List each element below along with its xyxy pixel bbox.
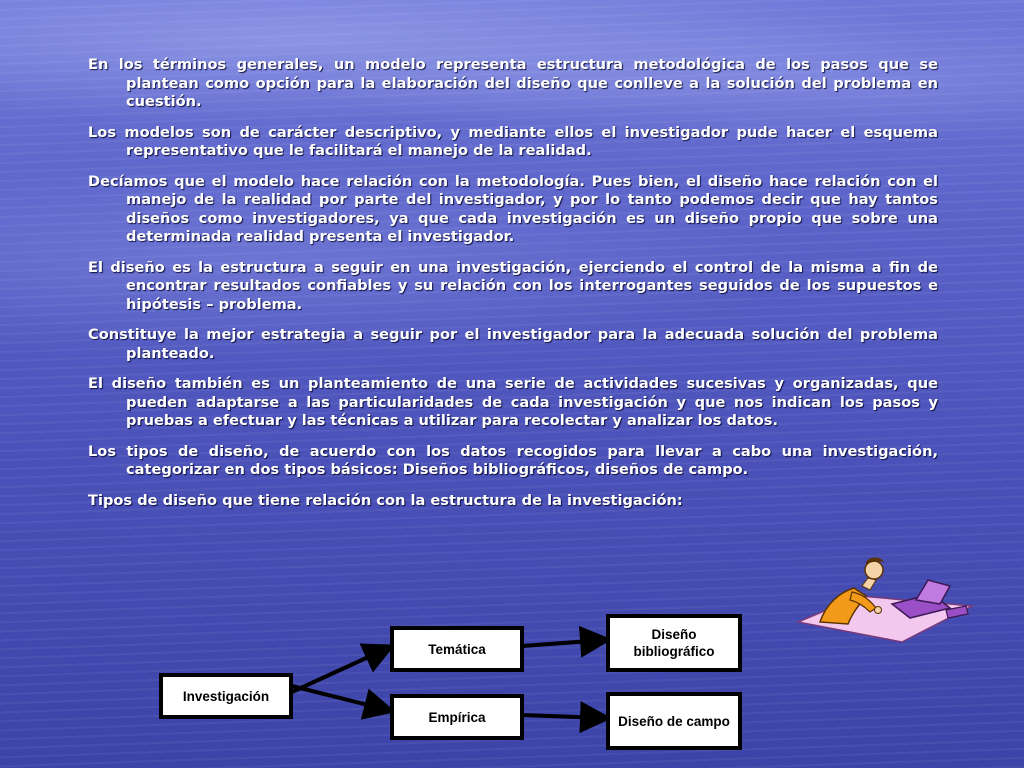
- box-diseno-bibliografico: Diseño bibliográfico: [606, 614, 742, 672]
- arrow-empirica-campo: [522, 715, 604, 718]
- box-diseno-campo: Diseño de campo: [606, 692, 742, 750]
- arrow-investigacion-empirica: [292, 686, 388, 710]
- box-tematica: Temática: [390, 626, 524, 672]
- person-at-laptop-icon: [790, 552, 980, 644]
- paragraph-4: El diseño es la estructura a seguir en una investigación, ejerciendo el control de la misma a fin de encontrar resultados confiables y su relación con los interrogantes seguidos de los supuestos e hipótesis – problema.: [88, 258, 938, 313]
- paragraph-7: Los tipos de diseño, de acuerdo con los datos recogidos para llevar a cabo una investigación, categorizar en dos tipos básicos: Diseños bibliográficos, diseños de campo.: [88, 442, 938, 478]
- arrow-investigacion-tematica: [292, 648, 388, 692]
- box-empirica: Empírica: [390, 694, 524, 740]
- slide-text: [88, 56, 938, 522]
- paragraph-2: Los modelos son de carácter descriptivo, y mediante ellos el investigador pude hacer el esquema representativo que le facilitará el manejo de la realidad.: [88, 123, 938, 159]
- paragraph-6: El diseño también es un planteamiento de una serie de actividades sucesivas y organizadas, que pueden adaptarse a las particularidades de cada investigación y que nos indican los pasos y pruebas a efectuar y las técnicas a utilizar para recolectar y analizar los datos.: [88, 375, 938, 429]
- paragraph-8: Tipos de diseño que tiene relación con la estructura de la investigación:: [88, 491, 683, 509]
- arrow-tematica-bibliografico: [522, 640, 604, 646]
- paragraph-3: Decíamos que el modelo hace relación con la metodología. Pues bien, el diseño hace relación con el manejo de la realidad por parte del investigador, y por lo tanto podemos decir que hay tantos diseños como investigadores, ya que cada investigación es un diseño propio que sobre una determinada realidad presenta el investigador.: [88, 172, 938, 245]
- paragraph-1: En los términos generales, un modelo representa estructura metodológica de los pasos que se plantean como opción para la elaboración del diseño que conlleve a la solución del problema en cuestión.: [88, 56, 938, 110]
- box-investigacion: Investigación: [159, 673, 293, 719]
- paragraph-5: Constituye la mejor estrategia a seguir por el investigador para la adecuada solución del problema planteado.: [88, 326, 938, 362]
